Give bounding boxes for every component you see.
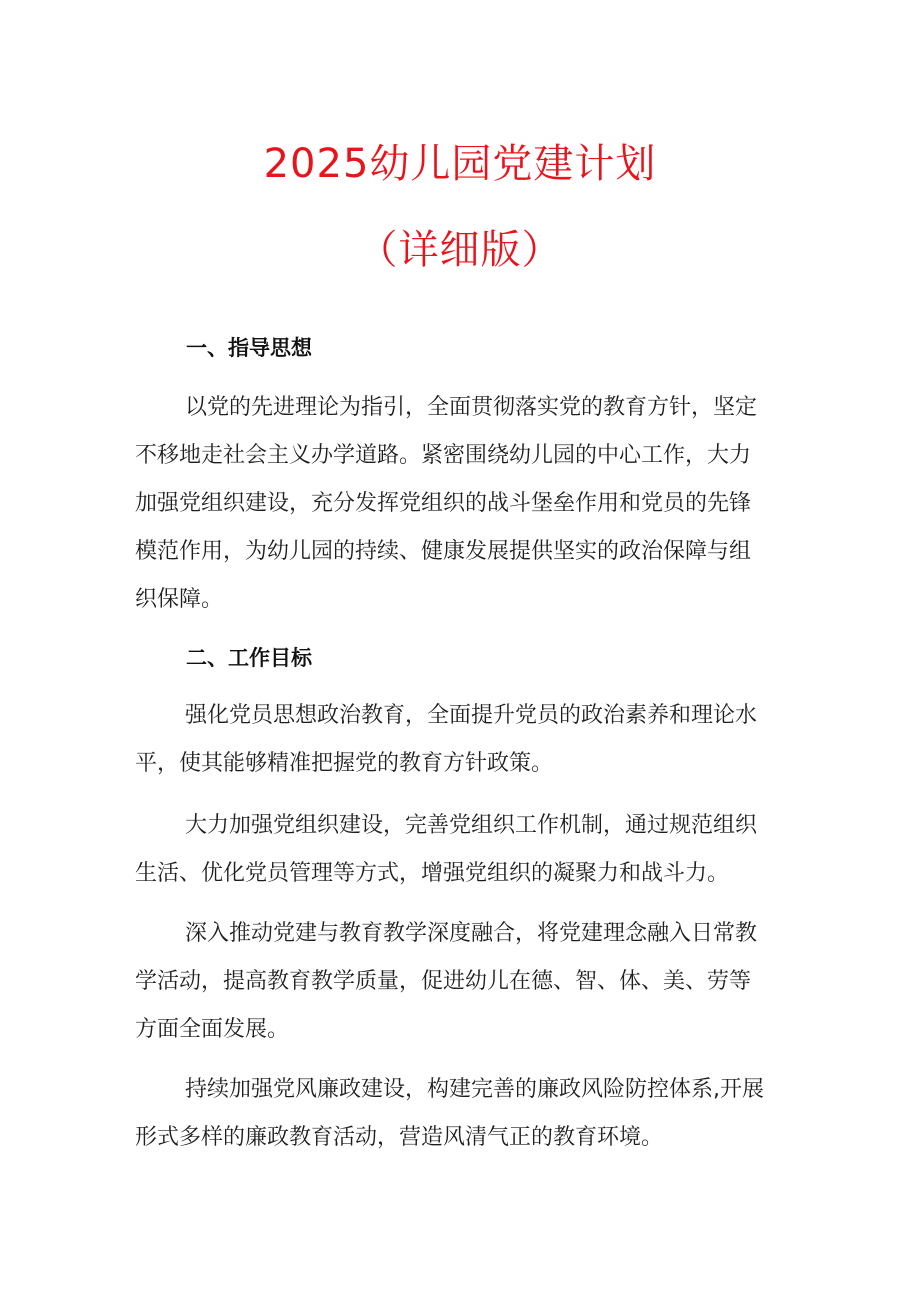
paragraph-line: 持续加强党风廉政建设，构建完善的廉政风险防控体系,开展 [185,1077,764,1102]
paragraph-line: 模范作用，为幼儿园的持续、健康发展提供坚实的政治保障与组 [135,539,752,564]
paragraph-line: 学活动，提高教育教学质量，促进幼儿在德、智、体、美、劳等 [135,969,752,994]
paragraph [135,802,795,898]
paragraph-line: 加强党组织建设，充分发挥党组织的战斗堡垒作用和党员的先锋 [135,491,752,516]
document-title: 2025幼儿园党建计划 [263,141,657,187]
paragraph [135,910,795,1054]
paragraph [135,692,795,788]
paragraph-line: 形式多样的廉政教育活动，营造风清气正的教育环境。 [135,1125,664,1150]
section-heading-work-goals: 二、工作目标 [186,646,312,670]
paragraph-line: 生活、优化党员管理等方式，增强党组织的凝聚力和战斗力。 [135,861,730,886]
paragraph [135,1066,795,1162]
document-subtitle: （详细版） [357,227,563,273]
paragraph-line: 以党的先进理论为指引，全面贯彻落实党的教育方针，坚定 [185,395,758,420]
paragraph-line: 织保障。 [135,587,224,612]
section-heading-guiding-ideology: 一、指导思想 [186,336,312,360]
paragraph-line: 强化党员思想政治教育，全面提升党员的政治素养和理论水 [185,703,758,728]
paragraph-line: 平，使其能够精准把握党的教育方针政策。 [135,751,554,776]
paragraph-line: 深入推动党建与教育教学深度融合，将党建理念融入日常教 [185,921,758,946]
paragraph-line: 大力加强党组织建设，完善党组织工作机制，通过规范组织 [185,813,758,838]
paragraph [135,384,795,624]
paragraph-line: 不移地走社会主义办学道路。紧密围绕幼儿园的中心工作，大力 [135,443,752,468]
paragraph-line: 方面全面发展。 [135,1017,290,1042]
